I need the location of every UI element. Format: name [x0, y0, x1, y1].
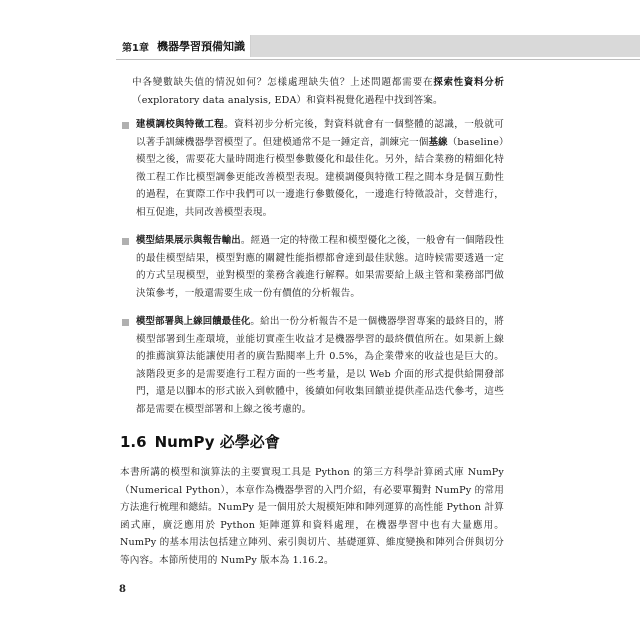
- intro-text-1: 中各變數缺失值的情況如何？怎樣處理缺失值？上述問題都需要在: [132, 77, 434, 88]
- bullet-list: [120, 116, 504, 418]
- bullet-title: 建模調校與特徵工程: [136, 119, 225, 130]
- page-number: 8: [119, 584, 126, 595]
- section-title: NumPy 必學必會: [154, 433, 280, 451]
- section-heading: [120, 432, 504, 452]
- header-rule: [116, 59, 640, 60]
- page-body: [120, 74, 504, 569]
- bullet-text: 。經過一定的特徵工程和模型優化之後，一般會有一個階段性的最佳模型結果，模型對應的關鍵性能指標都會達到最佳狀態。這時候需要透過一定的方式呈現模型，並對模型的業務含義進行解釋。如果需要給上級主管和業務部門做決策參考，一般還需要生成一份有價值的分析報告。: [136, 235, 504, 299]
- bullet-bold-term: 基線: [428, 136, 448, 148]
- bullet-square-icon: [122, 238, 129, 245]
- bullet-title: 模型部署與上線回饋最佳化: [136, 316, 251, 327]
- bullet-item-modeling: [120, 116, 504, 221]
- bullet-text-cont: （baseline）模型之後，需要花大量時間進行模型參數優化和最佳化。另外，結合業務的精細化特徵工程工作比模型調參更能改善模型表現。建模調優與特徵工程之間本身是個互動性的過程，在實際工作中我們可以一邊進行參數優化，一邊進行特徵設計，交替進行，相互促進，共同改善模型表現。: [136, 136, 504, 218]
- bullet-text: 。資料初步分析完後，對資料就會有一個整體的認識，一般就可以著手訓練機器學習模型了。但建模通常不是一錘定音，訓練完一個: [136, 119, 504, 148]
- bullet-text: 。給出一份分析報告不是一個機器學習專案的最終目的，將模型部署到生產環境，並能切實產生收益才是機器學習的最終價值所在。如果新上線的推薦演算法能讓使用者的廣告點閱率上升 0.5%，為企業帶來的收益也是巨大的。該階段更多的是需要進行工程方面的一些考量，是以 Web 介面的形式提供給開發部門，還是以腳本的形式嵌入到軟體中，後續如何收集回饋並提供產品迭代參考，這些都是需要在模型部署和上線之後考慮的。: [136, 316, 504, 415]
- intro-text-2: （exploratory data analysis, EDA）和資料視覺化過程中找到答案。: [132, 94, 443, 106]
- bullet-item-report: [120, 232, 504, 302]
- intro-paragraph: [132, 74, 504, 109]
- running-header: [0, 35, 640, 61]
- section-number: 1.6: [120, 433, 147, 451]
- bullet-title: 模型結果展示與報告輸出: [136, 235, 241, 246]
- chapter-label: 第1章: [122, 42, 149, 54]
- bullet-square-icon: [122, 122, 129, 129]
- chapter-title: 機器學習預備知識: [156, 40, 245, 53]
- intro-bold-term: 探索性資料分析: [433, 77, 504, 88]
- bullet-square-icon: [122, 319, 129, 326]
- header-tab: [116, 35, 251, 57]
- bullet-item-deploy: [120, 313, 504, 418]
- section-paragraph: 本書所講的模型和演算法的主要實現工具是 Python 的第三方科學計算函式庫 NumPy（Numerical Python），本章作為機器學習的入門介紹，有必要單獨對 NumPy 的常用方法進行梳理和總結。NumPy 是一個用於大規模矩陣和陣列運算的高性能 Python 計算函式庫，廣泛應用於 Python 矩陣運算和資料處理，在機器學習中也有大量應用。NumPy 的基本用法包括建立陣列、索引與切片、基礎運算、維度變換和陣列合併與切分等內容。本節所使用的 NumPy 版本為 1.16.2。: [120, 467, 504, 566]
